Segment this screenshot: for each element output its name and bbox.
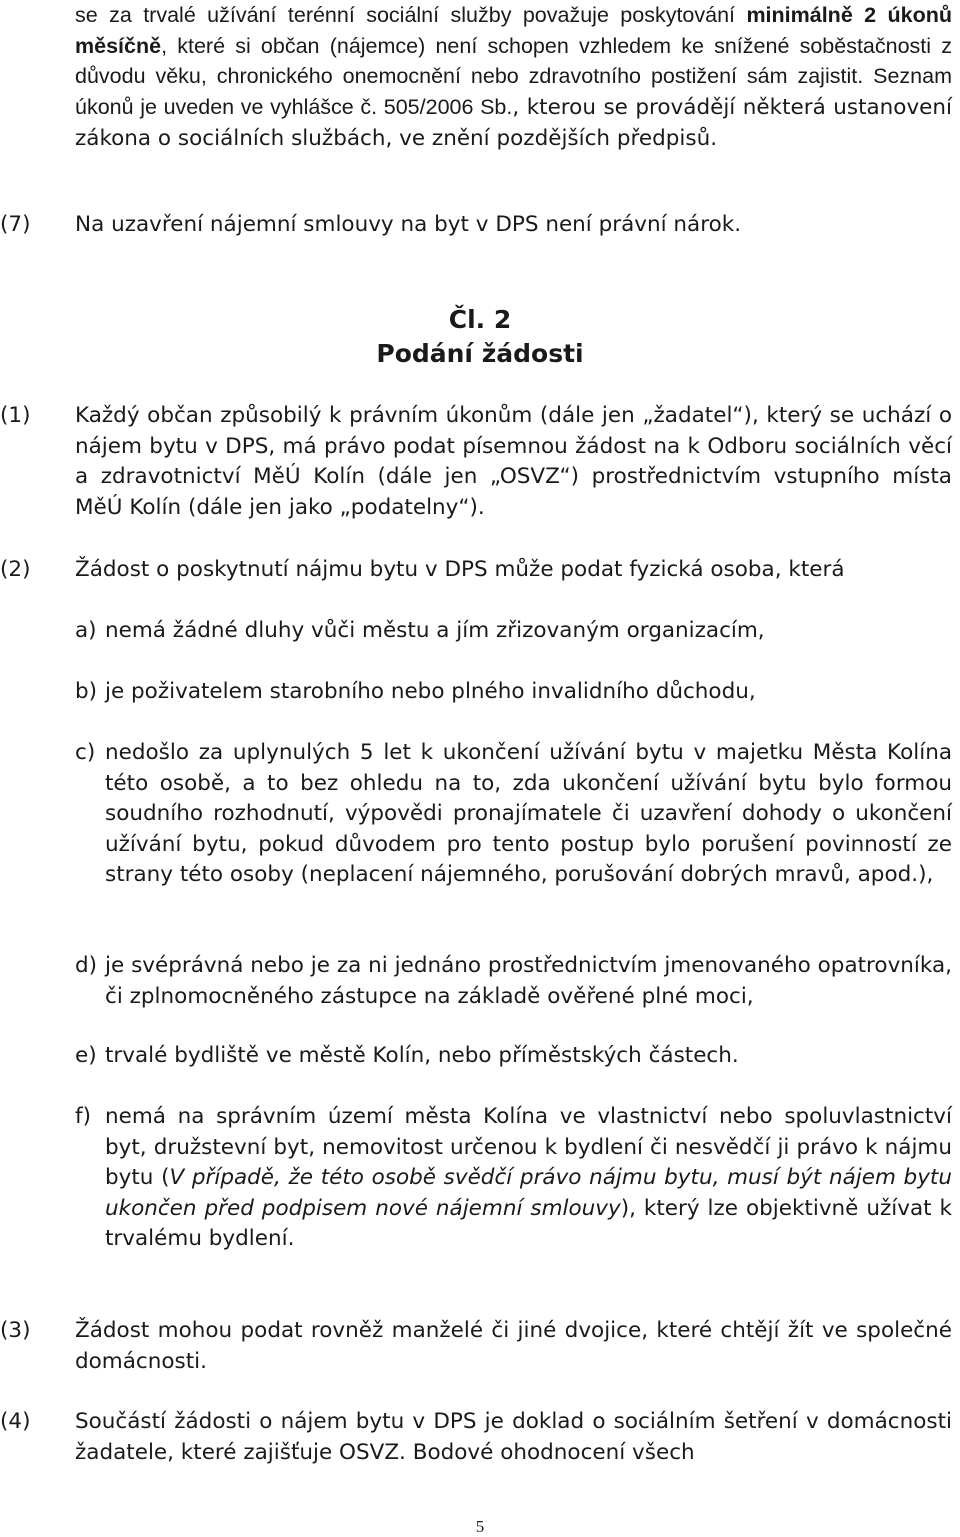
condition-label-a: a)	[75, 618, 97, 643]
paragraph-3-text: Žádost mohou podat rovněž manželé či jiné dvojice, které chtějí žít ve společné domácnosti.	[75, 1318, 952, 1374]
condition-label-e: e)	[75, 1043, 97, 1068]
condition-text-d: je svéprávná nebo je za ni jednáno prostřednictvím jmenovaného opatrovníka, či zplnomocněného zástupce na základě ověřené plné moci,	[105, 953, 952, 1009]
condition-text-c: nedošlo za uplynulých 5 let k ukončení užívání bytu v majetku Města Kolína této osobě, a to bez ohledu na to, zda ukončení užívání bytu bylo formou soudního rozhodnutí, výpovědi pronajímatele či uzavření dohody o ukončení užívání bytu, pokud důvodem pro tento postup bylo porušení povinností ze strany této osoby (neplacení nájemného, porušování dobrých mravů, apod.),	[105, 740, 952, 887]
paragraph-2-number: (2)	[0, 557, 31, 582]
paragraph-4-number: (4)	[0, 1409, 31, 1434]
condition-item-f	[75, 1102, 952, 1255]
article-title: Podání žádosti	[376, 339, 584, 368]
paragraph-2-text: Žádost o poskytnutí nájmu bytu v DPS může podat fyzická osoba, která	[75, 557, 845, 582]
continuation-text-2: , které si občan (nájemce) není schopen vzhledem ke snížené soběstačnosti z důvodu věku, chronického onemocnění nebo zdravotního postižení sám zajistit. Seznam úkonů je uveden ve vyhlášce č. 505/2006 Sb.	[75, 33, 952, 119]
paragraph-4-text: Součástí žádosti o nájem bytu v DPS je doklad o sociálním šetření v domácnosti žadatele, které zajišťuje OSVZ. Bodové ohodnocení všech	[75, 1409, 952, 1465]
condition-item-b	[75, 677, 952, 708]
paragraph-7-text: Na uzavření nájemní smlouvy na byt v DPS není právní nárok.	[75, 212, 742, 237]
condition-item-d	[75, 951, 952, 1012]
condition-text-a: nemá žádné dluhy vůči městu a jím zřizovaným organizacím,	[105, 618, 765, 643]
condition-label-f: f)	[75, 1104, 91, 1129]
condition-text-e: trvalé bydliště ve městě Kolín, nebo příměstských částech.	[105, 1043, 739, 1068]
condition-label-c: c)	[75, 740, 96, 765]
condition-text-b: je poživatelem starobního nebo plného invalidního důchodu,	[105, 679, 756, 704]
continuation-paragraph	[75, 0, 952, 155]
condition-item-a	[75, 616, 952, 647]
condition-text-f-start: nemá na správním území města Kolína ve vlastnictví nebo spoluvlastnictví byt, družstevní byt, nemovitost určenou k bydlení či nesvědčí ji právo k nájmu bytu (	[105, 1104, 952, 1190]
condition-text-f-italic: V případě, že této osobě svědčí právo nájmu bytu, musí být nájem bytu ukončen před podpisem nové nájemní smlouvy	[105, 1165, 952, 1221]
continuation-bold-text: minimálně 2 úkonů měsíčně	[75, 3, 953, 58]
page-number: 5	[475, 1517, 485, 1536]
condition-label-d: d)	[75, 953, 98, 978]
paragraph-1-text: Každý občan způsobilý k právním úkonům (dále jen „žadatel“), který se uchází o nájem bytu v DPS, má právo podat písemnou žádost na k Odboru sociálních věcí a zdravotnictví MěÚ Kolín (dále jen „OSVZ“) prostřednictvím vstupního místa MěÚ Kolín (dále jen jako „podatelny“).	[75, 403, 952, 520]
continuation-text-3: , kterou se provádějí některá ustanovení zákona o sociálních službách, ve znění pozdějších předpisů.	[75, 94, 953, 151]
condition-text-f-end: ), který lze objektivně užívat k trvalému bydlení.	[105, 1195, 952, 1251]
article-number: Čl. 2	[448, 305, 512, 334]
condition-item-e	[75, 1041, 952, 1072]
paragraph-3-number: (3)	[0, 1318, 31, 1343]
condition-text-f	[105, 1102, 952, 1255]
paragraph-7-number: (7)	[0, 212, 31, 237]
continuation-text-1: se za trvalé užívání terénní sociální služby považuje poskytování	[75, 3, 747, 27]
paragraph-1-number: (1)	[0, 403, 31, 428]
condition-item-c	[75, 738, 952, 891]
condition-label-b: b)	[75, 679, 98, 704]
